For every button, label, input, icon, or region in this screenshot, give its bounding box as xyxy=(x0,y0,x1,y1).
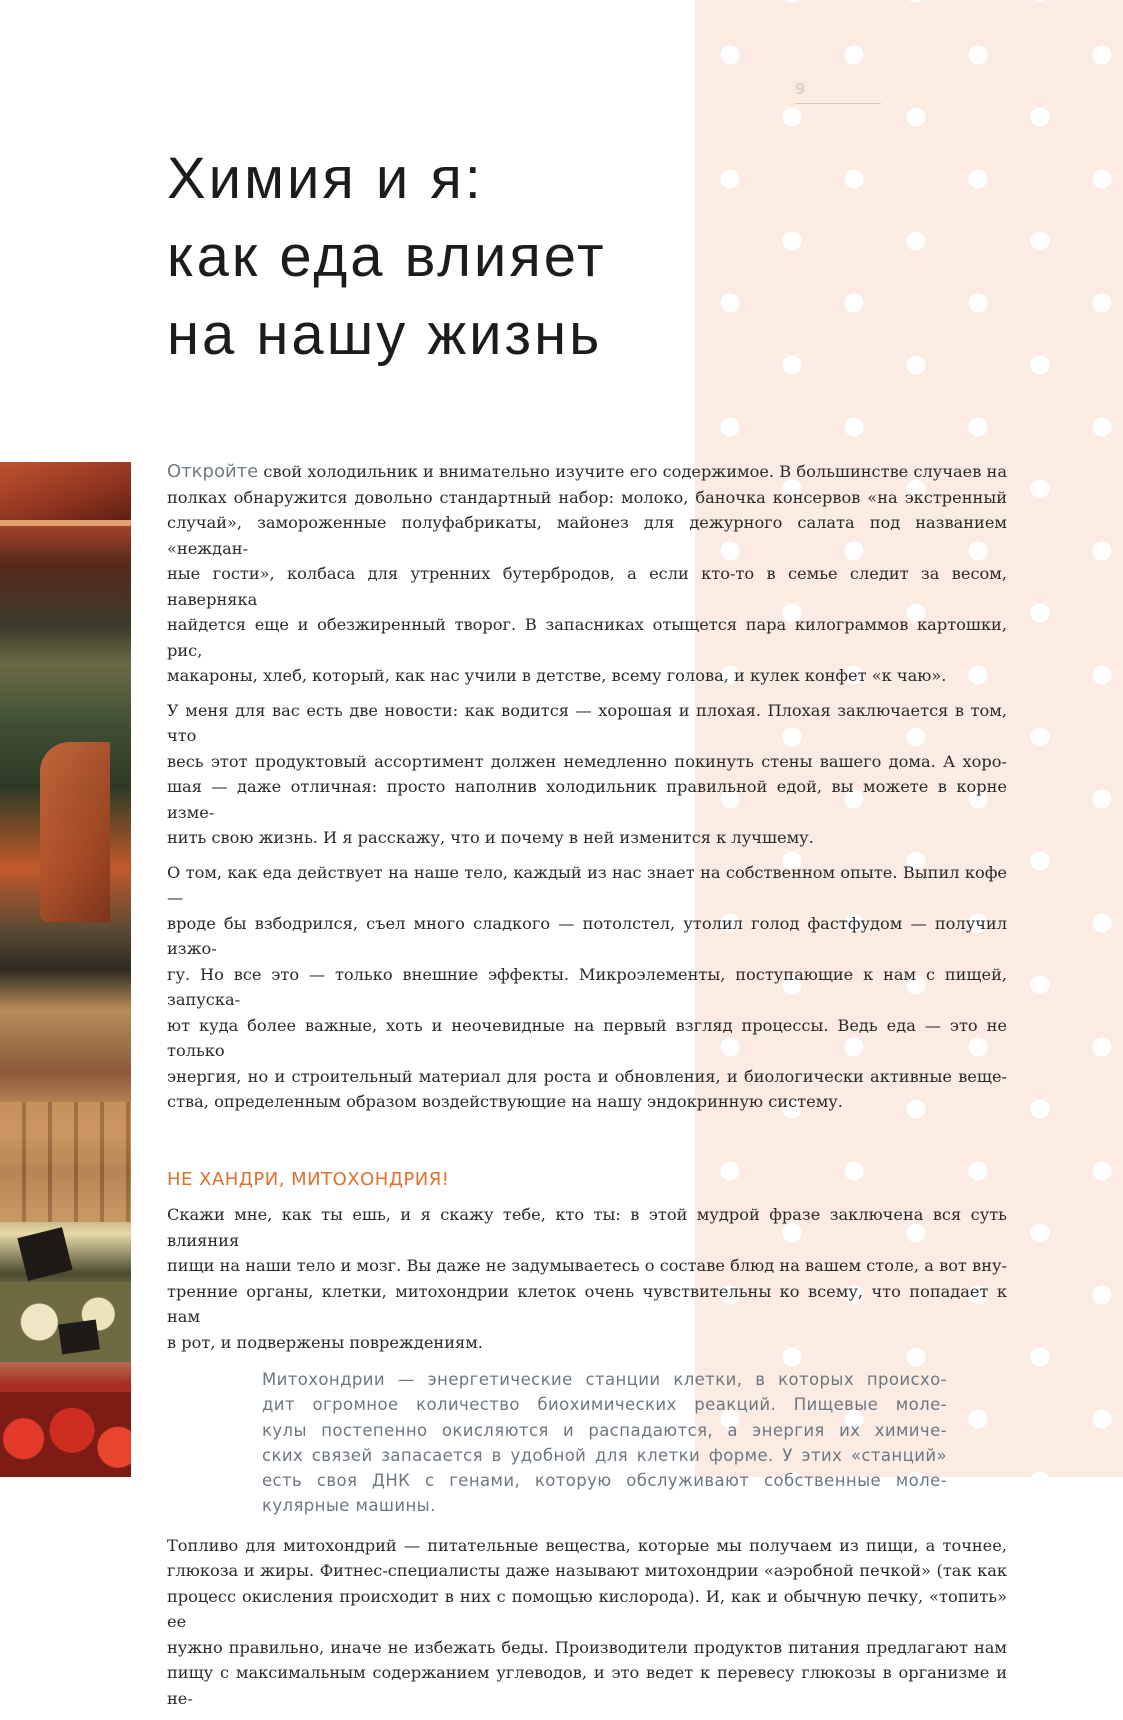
intro-paragraph-2 xyxy=(167,698,1007,851)
chapter-title xyxy=(167,140,607,374)
intro-paragraph-1 xyxy=(167,459,1007,689)
lead-word: Откройте xyxy=(167,461,259,482)
text-line: вроде бы взбодрился, съел много сладкого — потолстел, утолил голод фастфудом — получил изжо- xyxy=(167,913,1007,958)
text-line-rest: свой холодильник и внимательно изучите его содержимое. В большинстве случаев на xyxy=(258,462,1007,481)
callout-line: ских связей запасается в удобной для клетки форме. У этих «станций» xyxy=(262,1445,947,1465)
chapter-title-line-1: Химия и я: xyxy=(167,146,484,211)
text-line: пищу с максимальным содержанием углеводов, и это ведет к перевесу глюкозы в организме и не- xyxy=(167,1663,1007,1708)
text-line: ные гости», колбаса для утренних бутербродов, а если кто-то в семье следит за весом, наверняка xyxy=(167,564,1007,609)
text-line: в рот, и подвержены повреждениям. xyxy=(167,1332,483,1352)
text-line: макароны, хлеб, который, как нас учили в детстве, всему голова, и кулек конфет «к чаю». xyxy=(167,666,947,685)
body-text xyxy=(167,459,1007,1720)
text-line: найдется еще и обезжиренный творог. В запасниках отыщется пара килограммов картошки, рис, xyxy=(167,615,1007,660)
tomatoes xyxy=(0,1392,131,1477)
chapter-title-line-2: как еда влияет xyxy=(167,224,607,289)
text-line: полках обнаружится довольно стандартный набор: молоко, баночка консервов «на экстренный xyxy=(167,487,1007,507)
text-line: нить свою жизнь. И я расскажу, что и почему в ней изменится к лучшему. xyxy=(167,828,814,847)
mitochondria-callout xyxy=(262,1367,947,1519)
text-line: Скажи мне, как ты ешь, и я скажу тебе, кто ты: в этой мудрой фразе заключена вся суть влияния xyxy=(167,1205,1007,1250)
market-awning xyxy=(0,462,131,522)
text-line: О том, как еда действует на наше тело, каждый из нас знает на собственном опыте. Выпил кофе — xyxy=(167,862,1007,907)
market-stand xyxy=(40,742,110,922)
callout-line: Митохондрии — энергетические станции клетки, в которых происхо- xyxy=(262,1370,947,1389)
produce-crate xyxy=(0,1102,131,1222)
text-line: ства, определенным образом воздействующие на нашу эндокринную систему. xyxy=(167,1092,843,1111)
text-line: тренние органы, клетки, митохондрии клеток очень чувствительны ко всему, что попадает к нам xyxy=(167,1281,1007,1326)
section-paragraph-2 xyxy=(167,1533,1007,1712)
text-line: случай», замороженные полуфабрикаты, майонез для дежурного салата под названием «неждан- xyxy=(167,513,1007,558)
section-heading: НЕ ХАНДРИ, МИТОХОНДРИЯ! xyxy=(167,1168,450,1190)
chapter-title-line-3: на нашу жизнь xyxy=(167,302,603,367)
callout-line: кулярные машины. xyxy=(262,1496,436,1516)
text-line: глюкоза и жиры. Фитнес-специалисты даже называют митохондрии «аэробной печкой» (так как xyxy=(167,1561,1007,1581)
page-number: 9 xyxy=(795,80,806,98)
text-line: Топливо для митохондрий — питательные вещества, которые мы получаем из пищи, а точнее, xyxy=(167,1535,1007,1555)
text-line: весь этот продуктовый ассортимент должен немедленно покинуть стены вашего дома. А хоро- xyxy=(167,751,1007,771)
callout-line: дит огромное количество биохимических реакций. Пищевые моле- xyxy=(262,1395,947,1415)
text-line: шая — даже отличная: просто наполнив холодильник правильной едой, вы можете в корне изме- xyxy=(167,777,1007,822)
market-photo xyxy=(0,462,131,1477)
awning-edge xyxy=(0,520,131,526)
page-number-rule xyxy=(795,103,881,104)
callout-line: есть своя ДНК с генами, которую обслуживают собственные моле- xyxy=(262,1471,947,1491)
price-sign-small xyxy=(58,1320,100,1355)
callout-line: кулы постепенно окисляются и распадаются, а энергия их химиче- xyxy=(262,1420,947,1440)
text-line: процесс окисления происходит в них с помощью кислорода). И, как и обычную печку, «топить» ее xyxy=(167,1586,1007,1632)
price-sign xyxy=(17,1227,72,1281)
section-paragraph-1 xyxy=(167,1202,1007,1355)
text-line: ют куда более важные, хоть и неочевидные на первый взгляд процессы. Ведь еда — это не только xyxy=(167,1015,1007,1060)
text-line: У меня для вас есть две новости: как водится — хорошая и плохая. Плохая заключается в том, что xyxy=(167,700,1007,745)
text-line: нужно правильно, иначе не избежать беды. Производители продуктов питания предлагают нам xyxy=(167,1637,1007,1657)
text-line: гу. Но все это — только внешние эффекты. Микроэлементы, поступающие к нам с пищей, запуска- xyxy=(167,964,1007,1009)
intro-paragraph-3 xyxy=(167,860,1007,1115)
text-line: энергия, но и строительный материал для роста и обновления, и биологически активные веще- xyxy=(167,1066,1007,1086)
text-line: пищи на наши тело и мозг. Вы даже не задумываетесь о составе блюд на вашем столе, а вот вну- xyxy=(167,1256,1007,1275)
text-line xyxy=(167,459,1007,485)
